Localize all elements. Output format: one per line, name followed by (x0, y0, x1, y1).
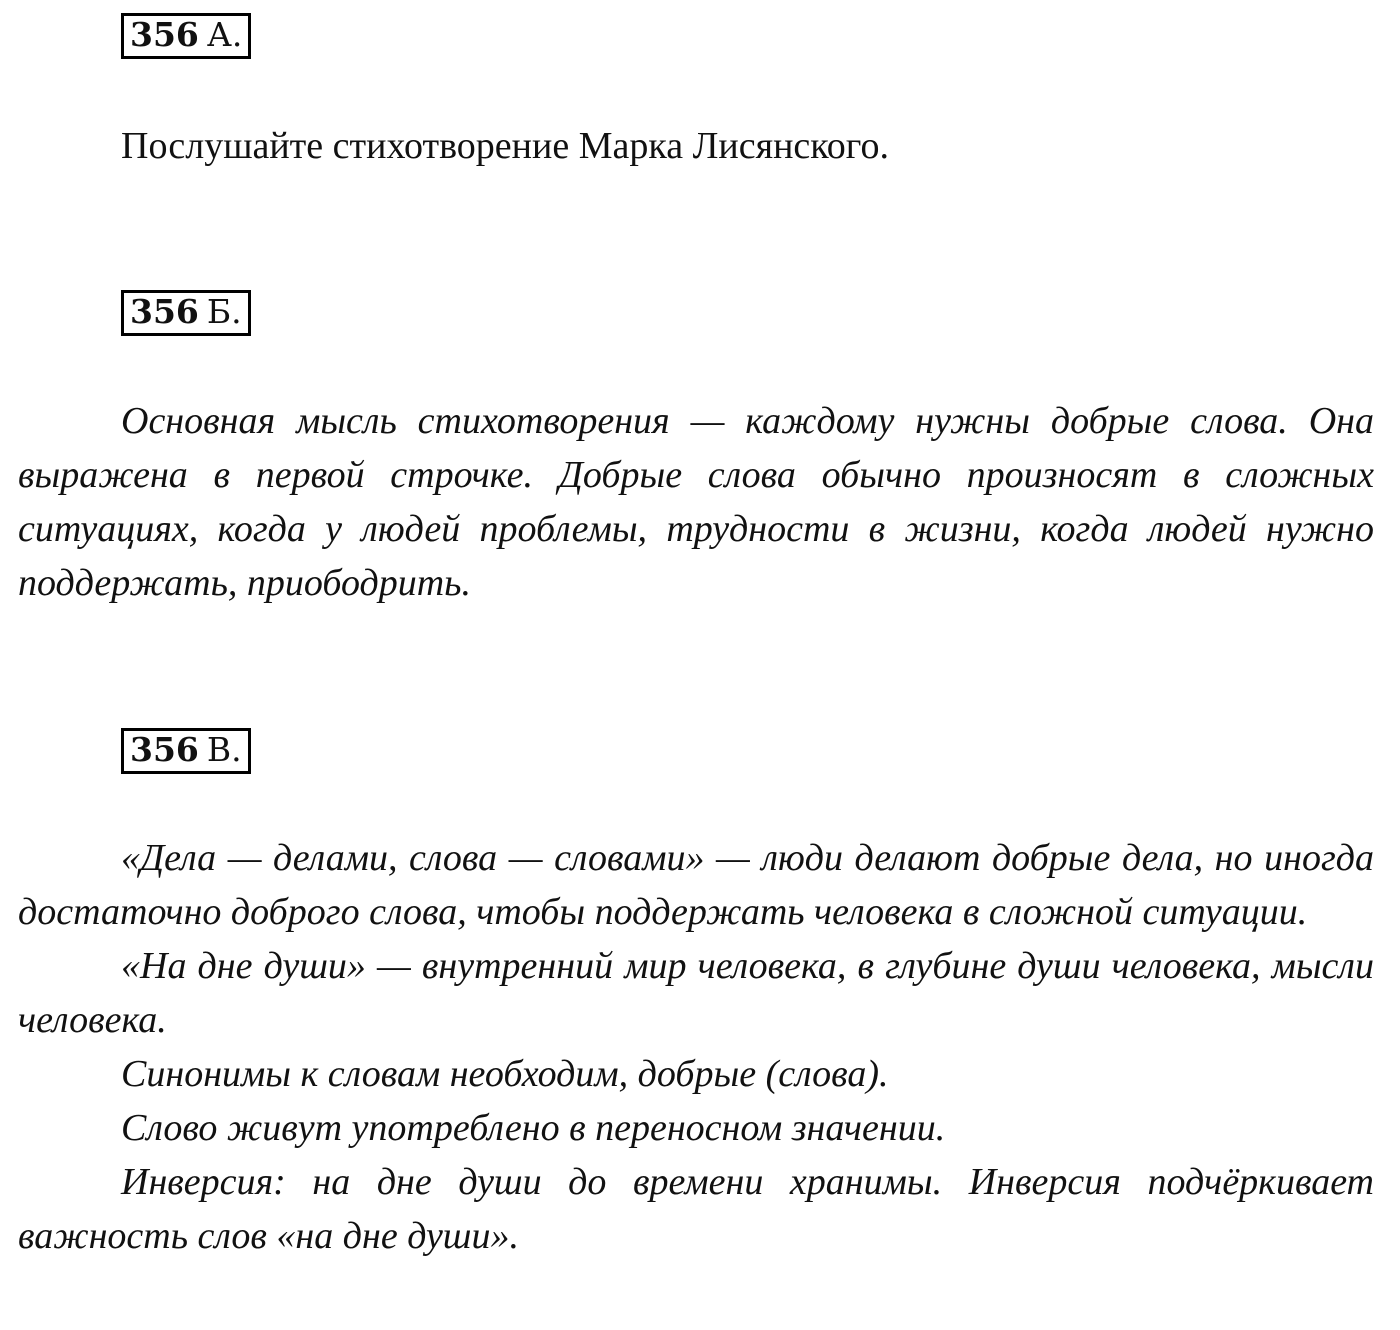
task-label-356c (121, 728, 251, 774)
task-label-356b (121, 290, 251, 336)
task-letter: Б. (206, 292, 242, 331)
answer-paragraph: Слово живут употреблено в переносном значении. (121, 1107, 946, 1149)
task-356b-answer (18, 394, 1374, 610)
answer-paragraph: Синонимы к словам необходим, добрые (слова). (121, 1053, 889, 1095)
task-label-356a (121, 13, 251, 59)
task-number: 356 (130, 15, 199, 54)
task-letter: В. (206, 730, 242, 769)
answer-paragraph: «На дне души» — внутренний мир человека, в глубине души человека, мысли человека. (18, 945, 1374, 1041)
answer-paragraph: Инверсия: на дне души до времени хранимы. Инверсия подчёркивает важность слов «на дне души». (18, 1161, 1374, 1257)
answer-paragraph: Основная мысль стихотворения — каждому нужны добрые слова. Она выражена в первой строчке. Добрые слова обычно произносят в сложных ситуациях, когда у людей проблемы, трудности в жизни, когда людей нужно поддержать, приободрить. (18, 400, 1374, 604)
task-356a-text: Послушайте стихотворение Марка Лисянского. (121, 125, 889, 167)
task-356c-answer (18, 831, 1374, 1263)
task-letter: А. (206, 15, 243, 54)
task-number: 356 (130, 292, 199, 331)
answer-paragraph: «Дела — делами, слова — словами» — люди делают добрые дела, но иногда достаточно доброго слова, чтобы поддержать человека в сложной ситуации. (18, 837, 1374, 933)
task-number: 356 (130, 730, 199, 769)
